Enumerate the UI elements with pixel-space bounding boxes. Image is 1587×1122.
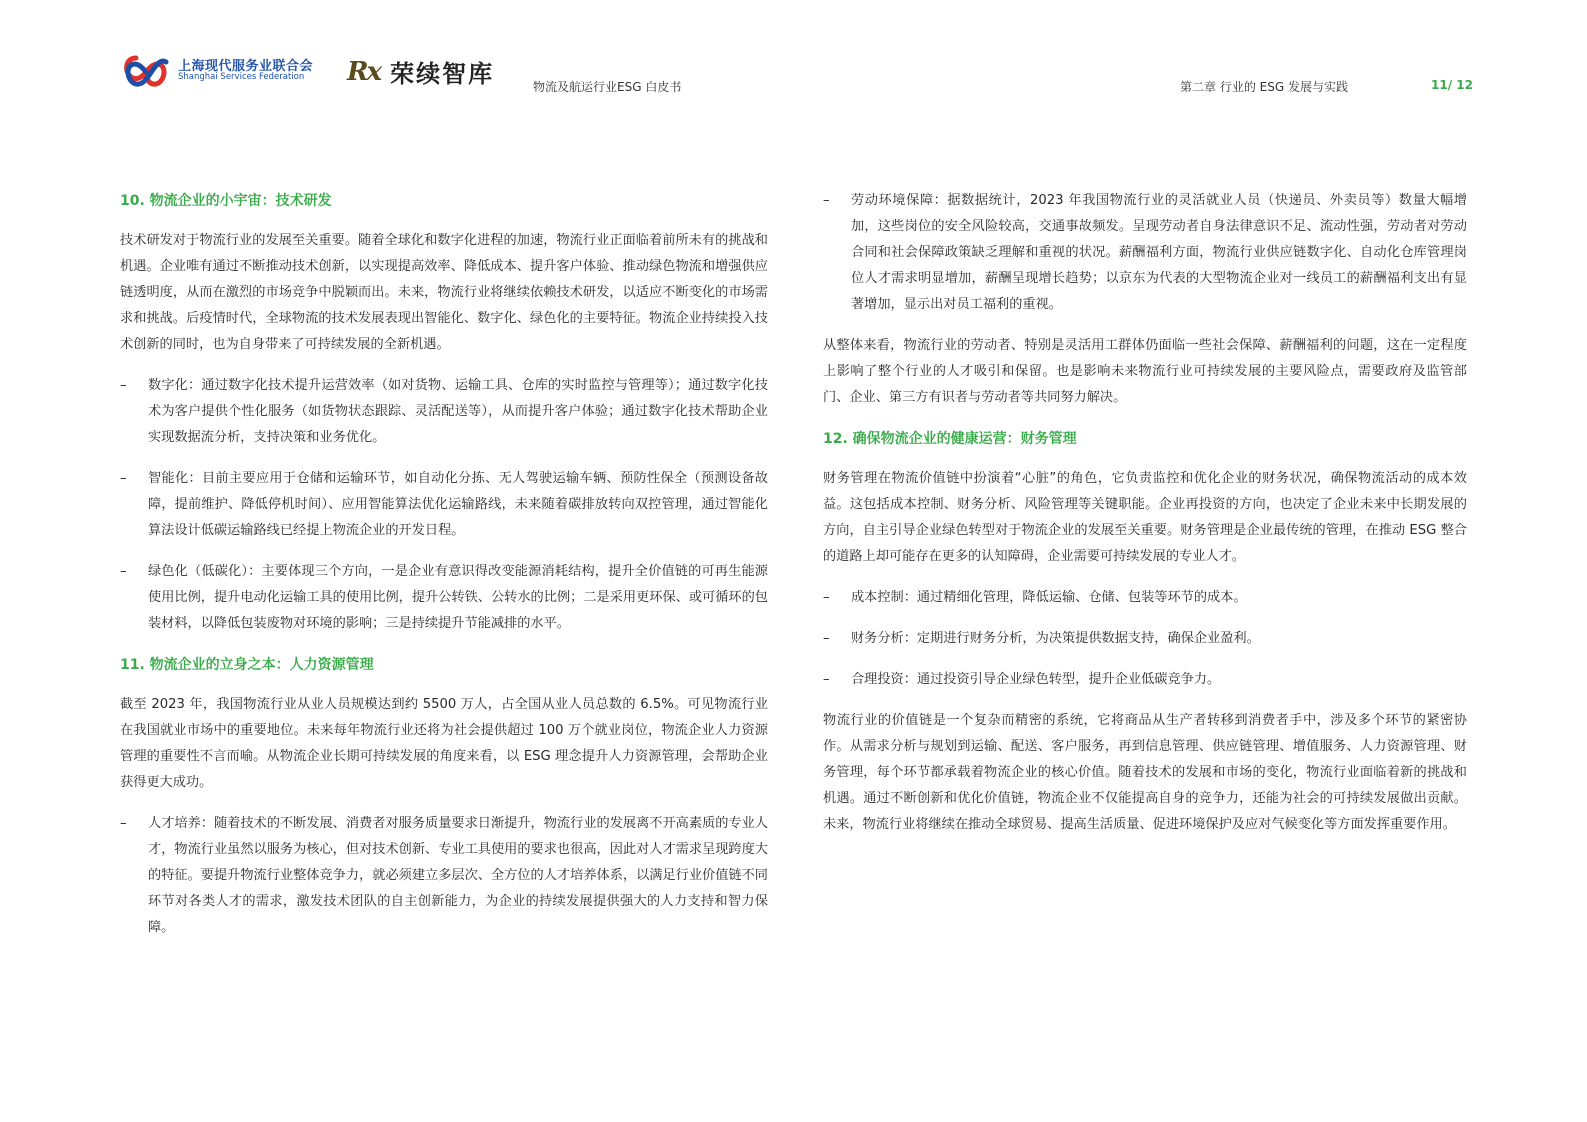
org-name-en: Shanghai Services Federation — [178, 72, 305, 83]
summary-paragraph: 从整体来看，物流行业的劳动者、特别是灵活用工群体仍面临一些社会保障、薪酬福利的问题，这在一定程度上影响了整个行业的人才吸引和保留。也是影响未来物流行业可持续发展的主要风险点，需要政府及监管部门、企业、第三方有识者与劳动者等共同努力解决。 — [823, 338, 1467, 405]
bullet-text: 绿色化（低碳化）：主要体现三个方向，一是企业有意识得改变能源消耗结构，提升全价值链的可再生能源使用比例，提升电动化运输工具的使用比例，提升公转铁、公转水的比例；二是采用更环保、或可循环的包装材料，以降低包装废物对环境的影响；三是持续提升节能减排的水平。 — [148, 564, 768, 631]
bullet-text: 智能化：目前主要应用于仓储和运输环节，如自动化分拣、无人驾驶运输车辆、预防性保全（预测设备故障，提前维护、降低停机时间）、应用智能算法优化运输路线，未来随着碳排放转向双控管理，通过智能化算法设计低碳运输路线已经提上物流企业的开发日程。 — [148, 471, 768, 538]
rongxu-logo — [347, 54, 494, 89]
brand-name: 荣续智库 — [390, 60, 495, 88]
bullet-dash: – — [120, 471, 127, 486]
bullet-item — [120, 811, 768, 941]
ssf-logo — [122, 52, 313, 90]
section-12-paragraph: 财务管理在物流价值链中扮演着“心脏”的角色，它负责监控和优化企业的财务状况，确保物流活动的成本效益。这包括成本控制、财务分析、风险管理等关键职能。企业再投资的方向，也决定了企业未来中长期发展的方向，自主引导企业绿色转型对于物流企业的发展至关重要。财务管理是企业最传统的管理，在推动 ESG 整合的道路上却可能存在更多的认知障碍，企业需要可持续发展的专业人才。 — [823, 471, 1467, 564]
bullet-text: 人才培养：随着技术的不断发展、消费者对服务质量要求日渐提升，物流行业的发展离不开高素质的专业人才，物流行业虽然以服务为核心，但对技术创新、专业工具使用的要求也很高，因此对人才需求呈现跨度大的特征。要提升物流行业整体竞争力，就必须建立多层次、全方位的人才培养体系，以满足行业价值链不同环节对各类人才的需求，激发技术团队的自主创新能力，为企业的持续发展提供强大的人力支持和智力保障。 — [148, 816, 768, 935]
brand-mark: Rx — [347, 56, 381, 87]
bullet-dash: – — [120, 564, 127, 579]
right-column — [823, 188, 1467, 853]
bullet-item — [823, 626, 1467, 652]
chapter-title: 第二章 行业的 ESG 发展与实践 — [1180, 80, 1348, 94]
bullet-item — [823, 188, 1467, 318]
section-12-heading: 12. 确保物流企业的健康运营：财务管理 — [823, 431, 1077, 447]
bullet-dash: – — [823, 672, 830, 687]
bullet-dash: – — [120, 378, 127, 393]
bullet-item — [120, 373, 768, 451]
page-header — [0, 0, 1587, 110]
bullet-dash: – — [823, 590, 830, 605]
bullet-dash: – — [823, 631, 830, 646]
bullet-item — [823, 585, 1467, 611]
bullet-item — [120, 466, 768, 544]
section-11-heading: 11. 物流企业的立身之本：人力资源管理 — [120, 657, 374, 673]
document-title: 物流及航运行业ESG 白皮书 — [533, 80, 682, 94]
bullet-text: 财务分析：定期进行财务分析，为决策提供数据支持，确保企业盈利。 — [851, 631, 1260, 646]
bullet-text: 劳动环境保障：据数据统计，2023 年我国物流行业的灵活就业人员（快递员、外卖员等）数量大幅增加，这些岗位的安全风险较高，交通事故频发。呈现劳动者自身法律意识不足、流动性强，劳动者对劳动合同和社会保障政策缺乏理解和重视的状况。薪酬福利方面，物流行业供应链数字化、自动化仓库管理岗位人才需求明显增加，薪酬呈现增长趋势；以京东为代表的大型物流企业对一线员工的薪酬福利支出有显著增加，显示出对员工福利的重视。 — [851, 193, 1467, 312]
page-number: 11/ 12 — [1431, 78, 1473, 92]
org-name-cn: 上海现代服务业联合会 — [178, 58, 314, 74]
section-10-paragraph: 技术研发对于物流行业的发展至关重要。随着全球化和数字化进程的加速，物流行业正面临着前所未有的挑战和机遇。企业唯有通过不断推动技术创新，以实现提高效率、降低成本、提升客户体验、推动绿色物流和增强供应链透明度，从而在激烈的市场竞争中脱颖而出。未来，物流行业将继续依赖技术研发，以适应不断变化的市场需求和挑战。后疫情时代，全球物流的技术发展表现出智能化、数字化、绿色化的主要特征。物流企业持续投入技术创新的同时，也为自身带来了可持续发展的全新机遇。 — [120, 233, 768, 352]
bullet-item — [823, 667, 1467, 693]
bullet-item — [120, 559, 768, 637]
left-column — [120, 188, 768, 956]
section-11-paragraph: 截至 2023 年，我国物流行业从业人员规模达到约 5500 万人，占全国从业人员总数的 6.5%。可见物流行业在我国就业市场中的重要地位。未来每年物流行业还将为社会提供超过 100 万个就业岗位，物流企业人力资源管理的重要性不言而喻。从物流企业长期可持续发展的角度来看，以 ESG 理念提升人力资源管理，会帮助企业获得更大成功。 — [120, 697, 768, 790]
bullet-text: 数字化：通过数字化技术提升运营效率（如对货物、运输工具、仓库的实时监控与管理等）；通过数字化技术为客户提供个性化服务（如货物状态跟踪、灵活配送等），从而提升客户体验；通过数字化技术帮助企业实现数据流分析，支持决策和业务优化。 — [148, 378, 768, 445]
bullet-text: 成本控制：通过精细化管理，降低运输、仓储、包装等环节的成本。 — [851, 590, 1247, 605]
closing-paragraph: 物流行业的价值链是一个复杂而精密的系统，它将商品从生产者转移到消费者手中，涉及多个环节的紧密协作。从需求分析与规划到运输、配送、客户服务，再到信息管理、供应链管理、增值服务、人力资源管理、财务管理，每个环节都承载着物流企业的核心价值。随着技术的发展和市场的变化，物流行业面临着新的挑战和机遇。通过不断创新和优化价值链，物流企业不仅能提高自身的竞争力，还能为社会的可持续发展做出贡献。未来，物流行业将继续在推动全球贸易、提高生活质量、促进环境保护及应对气候变化等方面发挥重要作用。 — [823, 713, 1467, 832]
bullet-dash: – — [120, 816, 127, 831]
ssf-logo-icon — [122, 52, 170, 90]
bullet-text: 合理投资：通过投资引导企业绿色转型，提升企业低碳竞争力。 — [851, 672, 1221, 687]
bullet-dash: – — [823, 193, 830, 208]
section-10-heading: 10. 物流企业的小宇宙：技术研发 — [120, 193, 332, 209]
